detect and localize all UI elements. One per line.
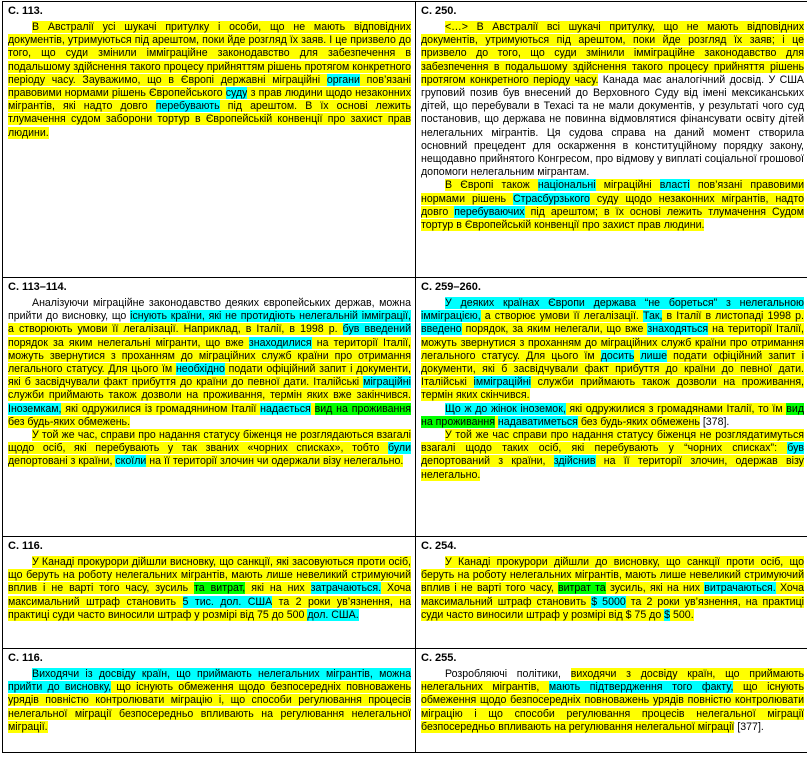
highlight-yellow: 500. (670, 608, 694, 621)
highlight-cyan: 5 тис. дол. США (182, 595, 273, 608)
highlight-yellow: в Італії в листопаді 1998 р. (662, 310, 804, 323)
left-cell (3, 278, 416, 537)
paragraph (421, 556, 804, 622)
paragraph (8, 556, 411, 622)
passage-text (8, 668, 411, 734)
passage-text (421, 668, 804, 734)
highlight-cyan: здійснив (553, 455, 596, 468)
plain-text: Аналізуючи міграційне законодавство деяких європейських держав, можна прийти до висновку, що (8, 297, 411, 323)
highlight-cyan: скоїли (115, 455, 147, 468)
highlight-yellow: В Австралії усі шукачі притулку і особи, що не мають відповідних документів, утримуються під арештом, поки йде розгляд їх заяв. І це призвело до того, що суди змінили імміграційне законодавство для забезпечення в подальшому здійснення такого процесу прийняттям рішень протягом конкретного періоду часу. Зауважимо, що в Європі державні міграційні (8, 21, 411, 86)
highlight-yellow: суду щодо незаконних мігрантів, надто довго (421, 192, 804, 218)
highlight-cyan: досить (600, 349, 635, 362)
paragraph (8, 21, 411, 140)
highlight-yellow: служби приймають також дозволи на проживання, термін яких вже закінчився. (8, 389, 411, 402)
right-cell (416, 537, 807, 649)
highlight-yellow: на її території злочин чи одержали візу нелегально. (146, 455, 404, 468)
highlight-cyan: Що ж до жінок іноземок, (445, 402, 566, 415)
highlight-yellow: Хоча максимальний штраф становить (421, 582, 804, 608)
highlight-yellow: а створює умови її легалізації. (480, 310, 643, 323)
highlight-yellow: без будь-яких обмежень (577, 415, 700, 428)
page-reference: С. 113. (8, 5, 43, 17)
plain-text: [377]. (734, 720, 764, 733)
highlight-yellow: та 2 роки ув’язнення, на практиці суди часто виносили штраф у розмірі від $ 75 до (421, 595, 805, 621)
left-cell (3, 2, 416, 278)
highlight-cyan: $ 5000 (591, 595, 626, 608)
highlight-yellow: та 2 роки ув’язнення, на практиці суди часто виносили штраф у розмірі від 75 до 500 (8, 595, 412, 621)
table-row (3, 649, 807, 753)
highlight-yellow: на її території злочин, одержав візу нелегально. (421, 455, 804, 481)
highlight-cyan: У деяких країнах Європи держава “не бореться” з нелегальною імміграцією, (421, 297, 804, 323)
highlight-yellow: Хоча максимальний штраф становить (8, 582, 412, 608)
highlight-yellow: які одружилися із громадянином Італії (61, 402, 261, 415)
page-reference: С. 250. (421, 5, 457, 17)
highlight-cyan: перебуваючих (454, 205, 525, 218)
highlight-yellow: що існують обмеження щодо безпосередніх повноважень урядів повністю контролювати міграцію і, що способи регулювання процесів нелегальної міграції безпосередньо впливають на регулювання нелегальної міграції. (8, 681, 411, 733)
highlight-yellow: депортований з країни, (421, 455, 554, 468)
plain-text: Канада має аналогічний досвід. У США груповий позив був внесений до Верховного Суду від імені мексиканських дітей, що перебували в Техасі та не мали документів, у результаті чого суд постановив, що держава не повинна відмовлятися фінансувати освіту дітей нелегальних мігрантів. Ця судова справа на даний момент створила основний прецедент для оскарження в конституційному порядку закону, нещодавно прийнятого Конгресом, про відмову у виплаті соціальної грошової допомоги нелегальним мігрантам. (421, 73, 804, 179)
highlight-cyan: Іноземкам, (8, 402, 62, 415)
highlight-yellow: зусиль, які на них (605, 582, 705, 595)
highlight-yellow: які одружилися з громадянами Італії, то їм (565, 402, 787, 415)
highlight-cyan: $ (664, 608, 671, 621)
left-cell (3, 649, 416, 753)
highlight-cyan: існують країни, які не протидіють нелегальній імміграції, (130, 310, 411, 323)
highlight-yellow: пов’язані правовими нормами рішень (421, 179, 805, 205)
right-cell (416, 2, 807, 278)
paragraph (421, 179, 804, 232)
highlight-yellow: В Європі також (445, 179, 538, 192)
highlight-cyan: надаватиметься (497, 415, 578, 428)
highlight-cyan: імміграційні (473, 376, 531, 389)
page-reference: С. 254. (421, 540, 457, 552)
highlight-cyan: знаходилися (248, 336, 312, 349)
highlight-cyan: національні (537, 179, 596, 192)
highlight-cyan: був (787, 442, 804, 455)
highlight-yellow: порядок, за яким нелегали, що вже (461, 323, 648, 336)
highlight-yellow: на території Італії, можуть звернутися з проханням до міграційних служб країни про отримання легального статусу. Для цього їм (421, 323, 805, 362)
highlight-cyan: Виходячи із досвіду країн, що приймають нелегальних мігрантів, можна прийти до висновку, (8, 668, 411, 694)
highlight-yellow: служби приймають також дозволи на проживання, термін яких скінчився. (421, 376, 804, 402)
passage-text (421, 556, 804, 622)
highlight-cyan: Так, (642, 310, 663, 323)
highlight-cyan: органи (326, 73, 360, 86)
highlight-yellow: під арештом. В їх основі лежить тлумачення судом заборони тортур в Європейській конвенції про захист прав людини. (8, 100, 411, 139)
highlight-yellow: подати офіційний запит і документи, які б засвідчували факт прибуття до країни до певної дати. Італійські (421, 349, 804, 389)
paragraph (8, 429, 411, 469)
paragraph (421, 21, 804, 179)
comparison-table (2, 1, 807, 753)
page-reference: С. 116. (8, 652, 43, 664)
highlight-green: та витрат, (194, 582, 246, 595)
highlight-green: вид на проживання (421, 402, 805, 428)
paragraph (8, 297, 411, 429)
passage-text (8, 21, 411, 140)
table-row (3, 537, 807, 649)
highlight-cyan: був введений (342, 323, 411, 336)
highlight-cyan: необхідно (175, 363, 225, 376)
highlight-yellow: У Канаді прокурори дійшли висновку, що санкції, які засовуються проти осіб, що беруть на роботу нелегальних мігрантів, мають лише невеликий стримуючий вплив і не варті того часу, зусиль (8, 556, 411, 595)
highlight-cyan: були (388, 442, 411, 455)
highlight-green: вид на проживання (314, 402, 411, 415)
page-reference: С. 113–114. (8, 281, 67, 293)
right-cell (416, 278, 807, 537)
highlight-yellow: виходячи з досвіду країн, що приймають нелегальних мігрантів, (421, 668, 804, 694)
highlight-yellow: У той же час справи про надання статусу біженця не розглядатимуться взагалі щодо таких осіб, які перебувають у “чорних списках”: (421, 429, 804, 455)
highlight-green: витрат та (558, 582, 606, 595)
page-reference: С. 255. (421, 652, 457, 664)
highlight-cyan: введено (421, 323, 462, 336)
highlight-yellow: які на них (245, 582, 311, 595)
plain-text: Розробляючі політики, (445, 668, 571, 680)
highlight-yellow: без будь-яких обмежень. (8, 415, 131, 428)
highlight-cyan: мають підтвердження того факту, (548, 681, 734, 694)
highlight-yellow: що існують обмеження щодо безпосередніх повноважень урядів повністю контролювати міграцію і що способи регулювання процесів нелегальної міграції безпосередньо впливають на регулювання нелегальної міграції (421, 681, 804, 733)
highlight-yellow: депортовані з країни, (8, 455, 116, 468)
highlight-cyan: власті (659, 179, 690, 192)
highlight-cyan: перебувають (155, 100, 220, 113)
table-row (3, 2, 807, 278)
passage-text (8, 556, 411, 622)
highlight-yellow: У той же час, справи про надання статусу біженця не розглядаються взагалі щодо осіб, які перебувають у так званих «чорних списках», тобто (8, 429, 411, 455)
paragraph (421, 668, 804, 734)
right-cell (416, 649, 807, 753)
highlight-yellow: з прав людини щодо незаконних мігрантів, які надто довго (8, 87, 411, 113)
paragraph (421, 403, 804, 429)
table-row (3, 278, 807, 537)
paragraph (421, 297, 804, 403)
highlight-cyan: затрачаються. (310, 582, 382, 595)
paragraph (8, 668, 411, 734)
page-reference: С. 259–260. (421, 281, 481, 293)
page-reference: С. 116. (8, 540, 43, 552)
highlight-cyan: надається (260, 402, 311, 415)
highlight-yellow: порядок за яким нелегальні мігранти, що вже (8, 336, 249, 349)
highlight-yellow: пов’язані правовими нормами рішень Європейського (8, 73, 411, 100)
highlight-cyan: міграційні (363, 376, 411, 389)
plain-text: [378]. (699, 415, 730, 428)
highlight-cyan: витрачаються. (704, 582, 776, 595)
highlight-yellow: а створюють умови її легалізації. Наприклад, в Італії, в 1998 р. (8, 323, 343, 336)
highlight-yellow: міграційні (595, 179, 660, 192)
highlight-yellow: під арештом; в їх основі лежить тлумачення Судом тортур в Європейській конвенції про захист прав людини. (421, 205, 804, 232)
passage-text (421, 297, 804, 482)
passage-text (421, 21, 804, 232)
highlight-cyan: лише (640, 349, 667, 362)
paragraph (421, 429, 804, 482)
highlight-cyan: знаходяться (647, 323, 709, 336)
highlight-yellow: подати офіційний запит і документи, які б засвідчували факт прибуття до країни до певної дати. Італійські (8, 363, 411, 389)
highlight-yellow: на території Італії, можуть звернутися з проханням до міграційних служб країни про отримання легального статусу. Для цього їм (8, 336, 411, 376)
highlight-yellow: У Канаді прокурори дійшли до висновку, що санкції проти осіб, що беруть на роботу нелегальних мігрантів, мають лише невеликий стримуючий вплив і не варті того часу, (421, 556, 804, 595)
highlight-cyan: дол. США. (307, 608, 359, 621)
highlight-cyan: суду (225, 87, 248, 100)
passage-text (8, 297, 411, 469)
left-cell (3, 537, 416, 649)
highlight-yellow: <…> В Австралії всі шукачі притулку, що не мають відповідних документів, утримуються під арештом, поки йде розгляд їх заяв; і це призвело до того, що суди змінили імміграційне законодавство для забезпечення в подальшому здійснення такого процесу прийняття рішень протягом конкретного періоду часу. (421, 21, 804, 86)
highlight-cyan: Страсбурзького (512, 192, 590, 205)
